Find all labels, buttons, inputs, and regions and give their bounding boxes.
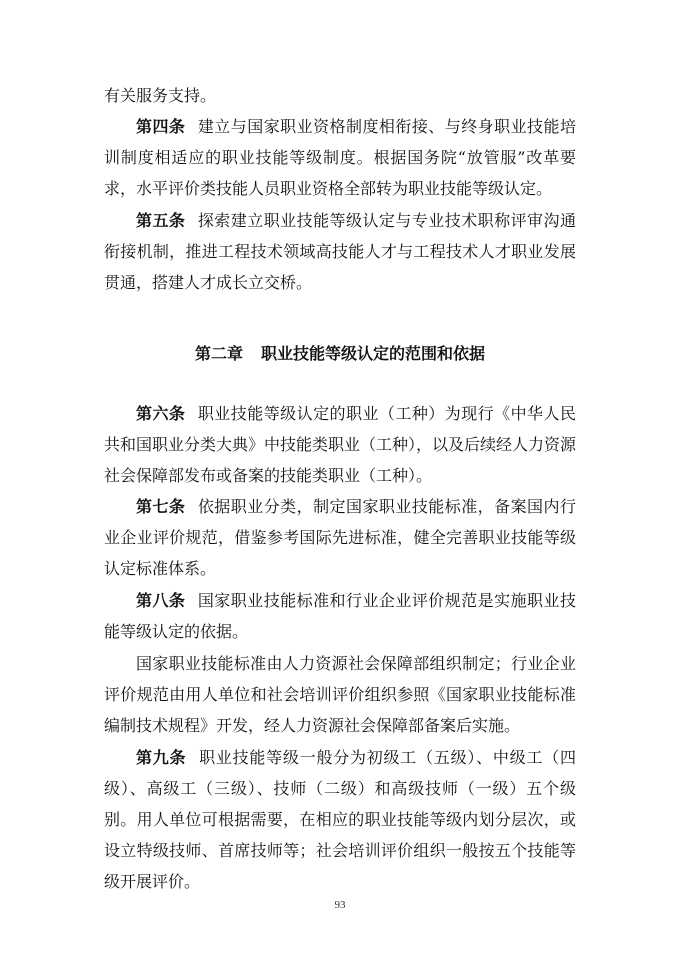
article-8-paragraph-2 xyxy=(104,648,576,741)
chapter-heading xyxy=(104,342,576,366)
article-6 xyxy=(104,398,576,491)
article-8 xyxy=(104,585,576,647)
paragraph-continuation xyxy=(104,80,576,111)
article-4 xyxy=(104,111,576,204)
article-7 xyxy=(104,491,576,584)
chapter-title: 职业技能等级认定的范围和依据 xyxy=(261,344,486,363)
article-text: 建立与国家职业资格制度相衔接、与终身职业技能培训制度相适应的职业技能等级制度。根据国务院“放管服”改革要求，水平评价类技能人员职业资格全部转为职业技能等级认定。 xyxy=(104,117,576,198)
paragraph-text: 国家职业技能标准由人力资源社会保障部组织制定；行业企业评价规范由用人单位和社会培训评价组织参照《国家职业技能标准编制技术规程》开发，经人力资源社会保障部备案后实施。 xyxy=(104,654,576,735)
article-label: 第八条 xyxy=(136,591,186,610)
article-text: 职业技能等级一般分为初级工（五级）、中级工（四级）、高级工（三级）、技师（二级）和高级技师（一级）五个级别。用人单位可根据需要，在相应的职业技能等级内划分层次，或设立特级技师、首席技师等；社会培训评价组织一般按五个技能等级开展评价。 xyxy=(104,748,576,891)
article-9 xyxy=(104,742,576,897)
chapter-number: 第二章 xyxy=(194,344,243,363)
article-label: 第六条 xyxy=(136,404,186,423)
article-text: 国家职业技能标准和行业企业评价规范是实施职业技能等级认定的依据。 xyxy=(104,591,576,641)
article-label: 第七条 xyxy=(136,497,186,516)
article-text: 依据职业分类，制定国家职业技能标准，备案国内行业企业评价规范，借鉴参考国际先进标准，健全完善职业技能等级认定标准体系。 xyxy=(104,497,576,578)
article-text: 职业技能等级认定的职业（工种）为现行《中华人民共和国职业分类大典》中技能类职业（工种），以及后续经人力资源社会保障部发布或备案的技能类职业（工种）。 xyxy=(104,404,577,485)
article-5 xyxy=(104,205,576,298)
page-number: 93 xyxy=(334,899,346,911)
article-label: 第四条 xyxy=(136,117,186,136)
article-label: 第九条 xyxy=(136,748,187,767)
article-label: 第五条 xyxy=(136,211,186,230)
paragraph-text: 有关服务支持。 xyxy=(104,86,217,105)
article-text: 探索建立职业技能等级认定与专业技术职称评审沟通衔接机制，推进工程技术领域高技能人才与工程技术人才职业发展贯通，搭建人才成长立交桥。 xyxy=(104,211,576,292)
